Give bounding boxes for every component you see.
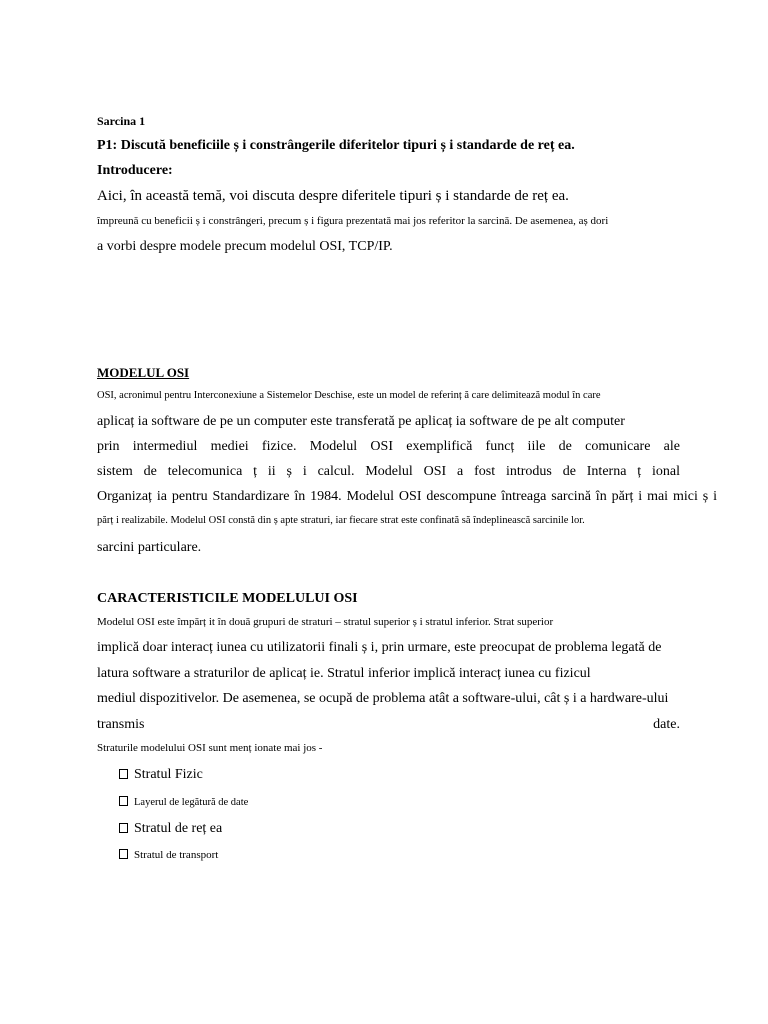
layer-item: Stratul Fizic — [119, 767, 203, 783]
osi-line-6: părț i realizabile. Modelul OSI constă din ș apte straturi, iar fiecare strat este confinată să îndeplinească sarcinile lor. — [97, 515, 585, 526]
char-line-1: Modelul OSI este împărț it în două grupuri de straturi – stratul superior ș i stratul inferior. Strat superior — [97, 616, 554, 628]
bullet-box-icon — [119, 849, 128, 859]
char-line-4: mediul dispozitivelor. De asemenea, se ocupă de problema atât a software-ului, cât ș i a hardware-ului — [97, 691, 669, 706]
intro-heading: Introducere: — [97, 163, 173, 178]
bullet-box-icon — [119, 769, 128, 779]
intro-line-2: împreună cu beneficii ș i constrângeri, precum ș i figura prezentată mai jos referitor la sarcină. De asemenea, aș dori — [97, 215, 609, 227]
osi-line-2: aplicaț ia software de pe un computer este transferată pe aplicaț ia software de pe alt computer — [97, 414, 625, 429]
bullet-box-icon — [119, 823, 128, 833]
layer-item: Layerul de legătură de date — [119, 796, 248, 808]
p1-heading: P1: Discută beneficiile ș i constrângerile diferitelor tipuri ș i standarde de reț ea. — [97, 138, 575, 153]
characteristics-heading: CARACTERISTICILE MODELULUI OSI — [97, 591, 358, 606]
intro-line-3: a vorbi despre modele precum modelul OSI, TCP/IP. — [97, 239, 393, 254]
layer-item: Stratul de transport — [119, 849, 218, 861]
osi-line-3: prin intermediul mediei fizice. Modelul OSI exemplifică funcț iile de comunicare ale — [97, 439, 680, 454]
osi-line-4: sistem de telecomunica ț ii ș i calcul. Modelul OSI a fost introdus de Interna ț ional — [97, 464, 680, 479]
char-line-6: Straturile modelului OSI sunt menț ionate mai jos - — [97, 742, 323, 754]
osi-line-7: sarcini particulare. — [97, 540, 202, 555]
intro-line-1: Aici, în această temă, voi discuta despre diferitele tipuri ș i standarde de reț ea. — [97, 188, 569, 204]
task-label: Sarcina 1 — [97, 114, 146, 128]
char-line-2: implică doar interacț iunea cu utilizatorii finali ș i, prin urmare, este preocupat de problema legată de — [97, 640, 662, 655]
bullet-box-icon — [119, 796, 128, 806]
char-line-3: latura software a straturilor de aplicaț ie. Stratul inferior implică interacț iunea cu fizicul — [97, 666, 591, 681]
char-line-5: transmis date. — [97, 717, 680, 732]
osi-line-1: OSI, acronimul pentru Interconexiune a Sistemelor Deschise, este un model de referinț ă care delimitează modul în care — [97, 390, 601, 401]
osi-line-5: Organizaț ia pentru Standardizare în 1984. Modelul OSI descompune întreaga sarcină în părț i mai mici ș i — [97, 489, 717, 504]
layer-item: Stratul de reț ea — [119, 821, 222, 837]
osi-heading: MODELUL OSI — [97, 365, 190, 380]
